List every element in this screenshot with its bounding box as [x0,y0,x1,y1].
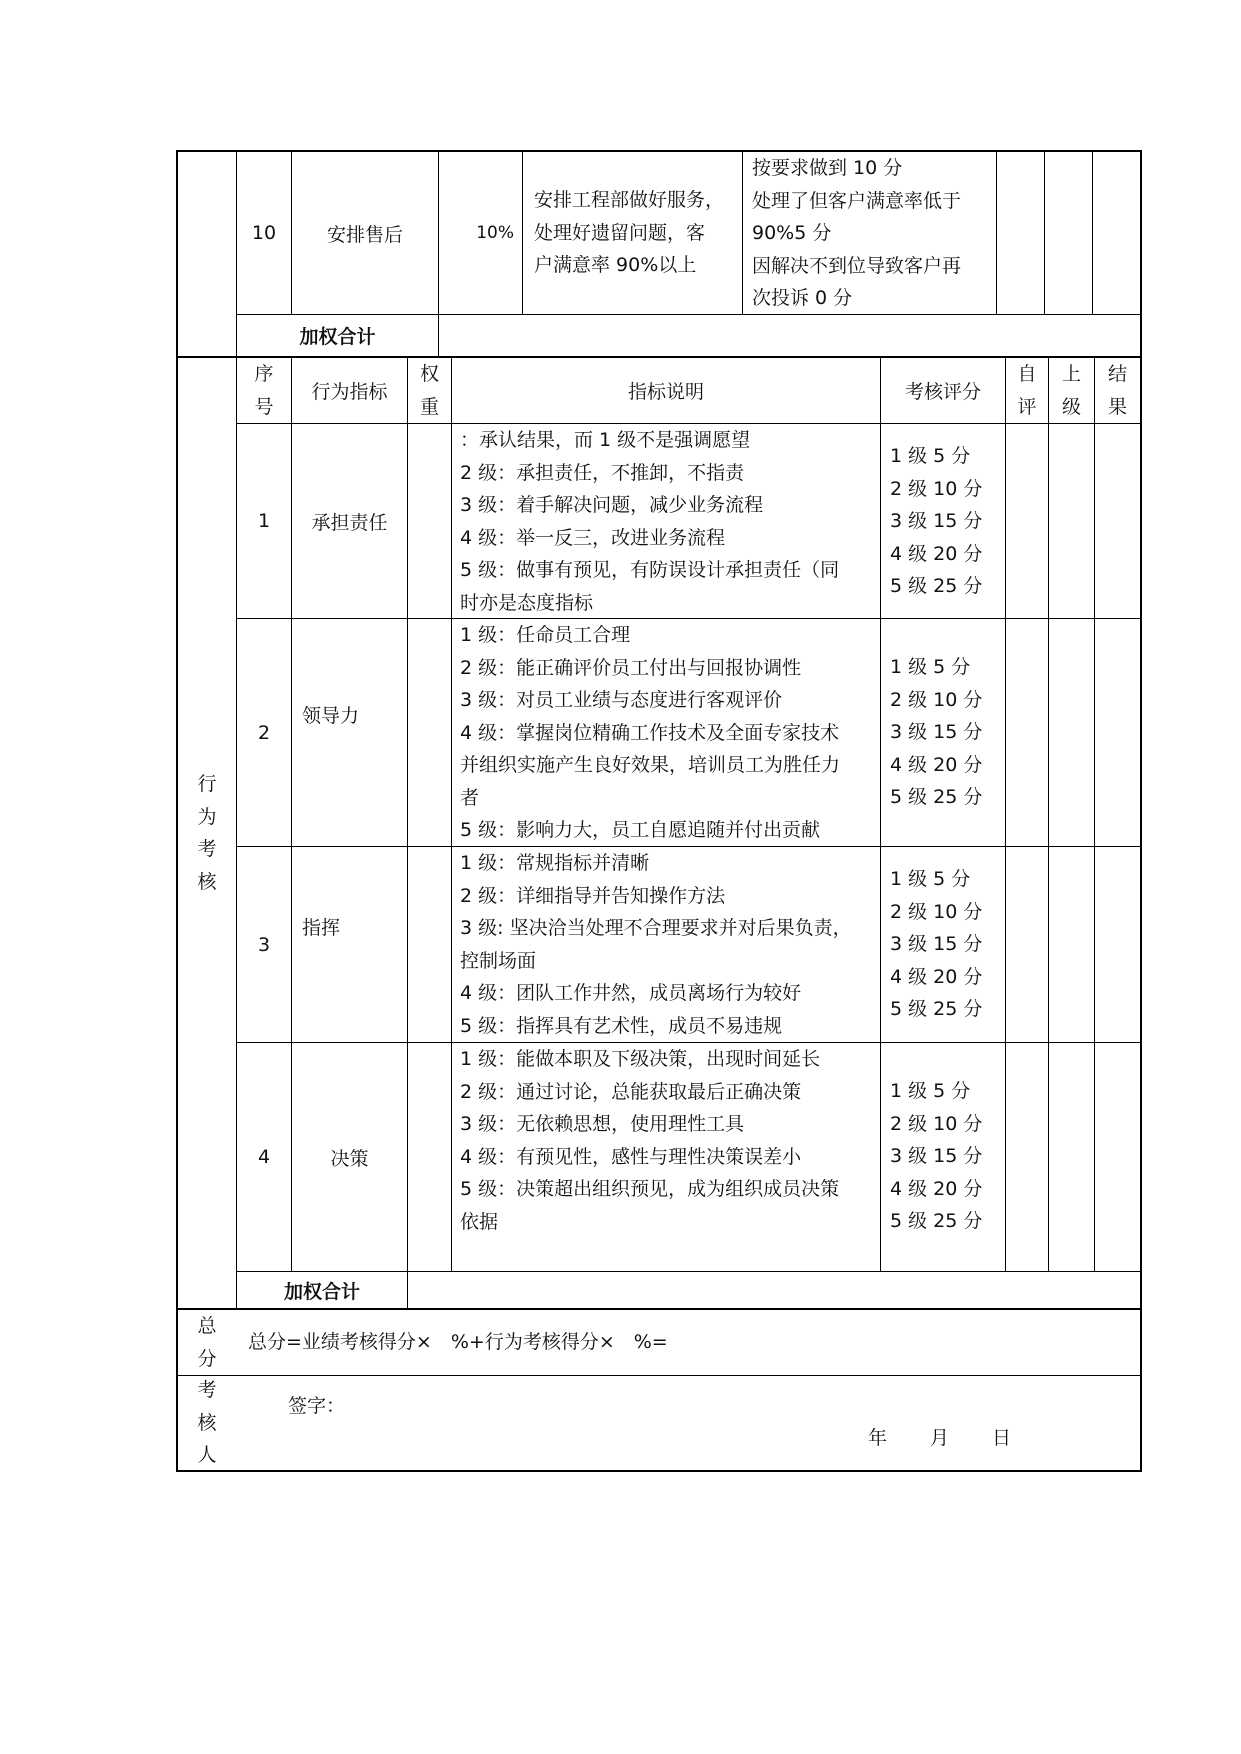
row-4-description-line: 1 级：能做本职及下级决策，出现时间延长 [460,1048,821,1070]
row-4-description-line: 3 级：无依赖思想，使用理性工具 [460,1113,745,1135]
header-superior-char: 上 [1061,363,1081,385]
header-result-char: 果 [1107,395,1127,418]
row-10-description-line: 安排工程部做好服务， [534,189,725,211]
row-2-description-line: 并组织实施产生良好效果，培训员工为胜任力 [460,754,841,776]
row-2-scoring-line: 1 级 5 分 [890,656,971,678]
row-10-no: 10 [251,222,277,244]
header-weight-char: 权 [419,363,439,385]
behavior-label-char: 行 [197,773,217,795]
reviewer-date-month: 月 [930,1427,950,1449]
row-10-scoring-line: 90%5 分 [752,222,832,244]
header-self [1006,358,1048,423]
row-4-description-line: 5 级：决策超出组织预见，成为组织成员决策 [460,1178,840,1200]
row-4-scoring-line: 4 级 20 分 [890,1177,983,1200]
row-3-no: 3 [257,933,271,956]
row-10-weight: 10% [476,223,514,243]
header-weight [408,358,451,423]
row-1-description-line: 2 级：承担责任，不推卸，不指责 [460,461,745,484]
header-superior [1049,358,1094,423]
row-1-description-line: ：承认结果，而 1 级不是强调愿望 [460,429,751,451]
row-3-indicator: 指挥 [302,917,341,939]
reviewer-label-char: 人 [197,1444,217,1467]
behavior-section-label [178,358,236,1308]
reviewer-label-char: 考 [197,1379,217,1402]
row-3-scoring-line: 3 级 15 分 [890,933,983,955]
row-4-no: 4 [257,1146,271,1168]
reviewer-label-char: 核 [197,1411,217,1434]
row-2-scoring [890,651,982,814]
header-self-char: 自 [1017,363,1037,385]
row-3-description-line: 3 级: 坚决洽当处理不合理要求并对后果负责， [460,917,852,939]
row-4-description-line: 4 级：有预见性，感性与理性决策误差小 [460,1145,802,1168]
row-4-description [460,1043,839,1238]
row-2-scoring-line: 2 级 10 分 [890,688,983,711]
row-3-description-line: 4 级：团队工作井然，成员离场行为较好 [460,982,802,1004]
reviewer-date-year: 年 [868,1427,888,1449]
row-3-scoring-line: 2 级 10 分 [890,900,983,923]
row-2-description-line: 者 [460,786,480,809]
row-3-scoring-line: 4 级 20 分 [890,965,983,988]
row-4-scoring-line: 2 级 10 分 [890,1112,983,1135]
behavior-label-char: 考 [197,838,217,860]
header-result [1095,358,1140,423]
reviewer-sign-label: 签字： [288,1395,346,1417]
row-10-scoring-line: 因解决不到位导致客户再 [752,254,962,277]
header-superior-char: 级 [1061,395,1081,418]
behavior-label-char: 为 [197,805,217,828]
row-10-description-line: 户满意率 90%以上 [534,254,697,276]
header-no-char: 号 [254,395,274,418]
row-3-description-line: 1 级：常规指标并清晰 [460,852,650,874]
row-10-description [534,184,724,282]
header-self-char: 评 [1017,395,1037,418]
reviewer-date-day: 日 [992,1427,1012,1449]
row-3-description [460,847,852,1042]
header-weight-char: 重 [419,395,439,418]
total-label-char: 分 [197,1347,217,1370]
row-10-indicator: 安排售后 [326,223,403,246]
row-1-indicator: 承担责任 [311,511,388,534]
row-4-scoring-line: 3 级 15 分 [890,1145,983,1167]
row-2-scoring-line: 3 级 15 分 [890,721,983,743]
row-3-scoring-line: 1 级 5 分 [890,868,971,890]
row-4-description-line: 依据 [460,1210,499,1233]
row-3-description-line: 控制场面 [460,949,537,972]
row-1-scoring-line: 5 级 25 分 [890,575,983,597]
behavior-label-char: 核 [197,870,217,893]
row-2-scoring-line: 4 级 20 分 [890,753,983,776]
row-2-description-line: 1 级：任命员工合理 [460,624,631,646]
row-2-description-line: 4 级：掌握岗位精确工作技术及全面专家技术 [460,721,840,744]
header-indicator: 行为指标 [311,381,388,403]
row-1-scoring-line: 3 级 15 分 [890,510,983,532]
row-2-description-line: 5 级：影响力大，员工自愿追随并付出贡献 [460,819,821,841]
row-1-description-line: 4 级：举一反三，改进业务流程 [460,526,726,549]
header-description: 指标说明 [627,381,704,403]
row-3-scoring [890,863,982,1026]
top-weighted-total-label: 加权合计 [299,326,376,348]
row-1-scoring [890,440,982,603]
row-2-indicator: 领导力 [302,705,360,727]
row-1-scoring-line: 1 级 5 分 [890,445,971,467]
header-no [237,358,291,423]
header-scoring: 考核评分 [904,381,981,403]
row-2-description [460,619,840,847]
row-3-scoring-line: 5 级 25 分 [890,998,983,1020]
row-2-no: 2 [257,721,271,744]
row-2-scoring-line: 5 级 25 分 [890,786,983,808]
row-4-scoring [890,1075,982,1238]
row-10-scoring-line: 次投诉 0 分 [752,287,853,309]
reviewer-section-label [178,1376,236,1470]
row-1-description-line: 时亦是态度指标 [460,591,594,614]
row-3-description-line: 2 级：详细指导并告知操作方法 [460,884,726,907]
row-10-scoring-line: 处理了但客户满意率低于 [752,189,962,212]
row-4-scoring-line: 5 级 25 分 [890,1210,983,1232]
header-no-char: 序 [254,363,274,385]
row-1-scoring-line: 2 级 10 分 [890,477,983,500]
row-4-description-line: 2 级：通过讨论，总能获取最后正确决策 [460,1080,802,1103]
row-2-description-line: 3 级：对员工业绩与态度进行客观评价 [460,689,783,711]
total-formula: 总分=业绩考核得分× %+行为考核得分× %= [248,1331,668,1353]
row-1-scoring-line: 4 级 20 分 [890,542,983,565]
row-1-description [460,424,839,619]
header-result-char: 结 [1107,363,1127,385]
row-4-scoring-line: 1 级 5 分 [890,1080,971,1102]
row-1-description-line: 3 级：着手解决问题，减少业务流程 [460,494,764,516]
row-2-description-line: 2 级：能正确评价员工付出与回报协调性 [460,656,802,679]
total-section-label [178,1310,236,1375]
row-1-description-line: 5 级：做事有预见，有防误设计承担责任（同 [460,559,840,581]
row-10-scoring [752,152,961,315]
behavior-weighted-total-label: 加权合计 [283,1280,360,1303]
row-10-description-line: 处理好遗留问题，客 [534,221,706,244]
row-10-scoring-line: 按要求做到 10 分 [752,157,903,179]
row-1-no: 1 [257,510,271,532]
total-label-char: 总 [197,1315,217,1337]
row-3-description-line: 5 级：指挥具有艺术性，成员不易违规 [460,1014,783,1037]
row-4-indicator: 决策 [330,1147,369,1170]
